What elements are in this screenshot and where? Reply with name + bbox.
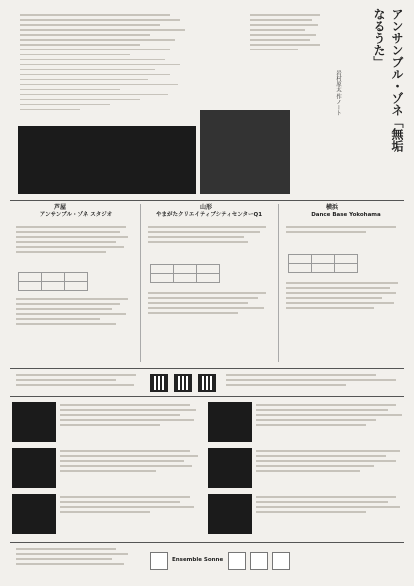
- ticket-text: [16, 374, 146, 389]
- profile-photo-6: [12, 494, 56, 534]
- access-yokohama: [286, 282, 404, 312]
- ticket-rule: [10, 368, 404, 369]
- price-table-ashiya: [18, 272, 88, 291]
- profile-text-6: [60, 496, 200, 516]
- hero-photo: [18, 126, 196, 194]
- profile-text-1: [60, 404, 200, 429]
- footer-rule: [10, 542, 404, 543]
- author-line: 岩村原太 作ノート: [335, 70, 341, 116]
- profile-photo-1: [12, 402, 56, 442]
- schedule-ashiya: [16, 226, 134, 256]
- profile-text-3: [60, 450, 200, 475]
- footer-org: Ensemble Sonne: [172, 557, 224, 563]
- cast-text: [250, 14, 320, 54]
- profile-photo-5: [208, 494, 252, 534]
- venue-ashiya-name: アンサンブル・ゾネ スタジオ: [39, 212, 113, 218]
- schedule-yamagata: [148, 226, 272, 246]
- price-table-yokohama: [288, 254, 358, 273]
- venue-yokohama-name: Dance Base Yokohama: [311, 212, 381, 218]
- qr-code-2[interactable]: [174, 374, 192, 392]
- venue-yamagata-name: やまがたクリエイティブシティセンターQ1: [155, 212, 263, 218]
- profile-photo-3: [12, 448, 56, 488]
- sponsor-logo-4: [272, 552, 290, 570]
- col-div-2: [278, 204, 279, 362]
- schedule-yokohama: [286, 226, 404, 236]
- qr-code-1[interactable]: [150, 374, 168, 392]
- access-yamagata: [148, 292, 272, 317]
- contact-text: [226, 374, 404, 389]
- profile-text-4: [256, 450, 404, 475]
- sponsor-logo-3: [250, 552, 268, 570]
- sponsor-logo-1: [150, 552, 168, 570]
- venue-yamagata-region: 山形: [200, 204, 213, 211]
- qr-code-3[interactable]: [198, 374, 216, 392]
- col-div-1: [140, 204, 141, 362]
- footer-credits: [16, 548, 136, 568]
- poem: [20, 14, 190, 114]
- venue-yokohama-region: 横浜: [326, 204, 339, 211]
- access-ashiya: [16, 298, 134, 328]
- price-table-yamagata: [150, 264, 220, 283]
- profile-text-5: [256, 496, 404, 516]
- venue-rule: [10, 200, 404, 201]
- title: アンサンブル・ゾネ「無垢なるうた」: [372, 8, 404, 152]
- sponsor-logo-2: [228, 552, 246, 570]
- profile-photo-2: [208, 402, 252, 442]
- collage-photo: [200, 110, 290, 194]
- profile-rule: [10, 396, 404, 397]
- profile-photo-4: [208, 448, 252, 488]
- profile-text-2: [256, 404, 404, 429]
- venue-ashiya-region: 芦屋: [54, 204, 67, 211]
